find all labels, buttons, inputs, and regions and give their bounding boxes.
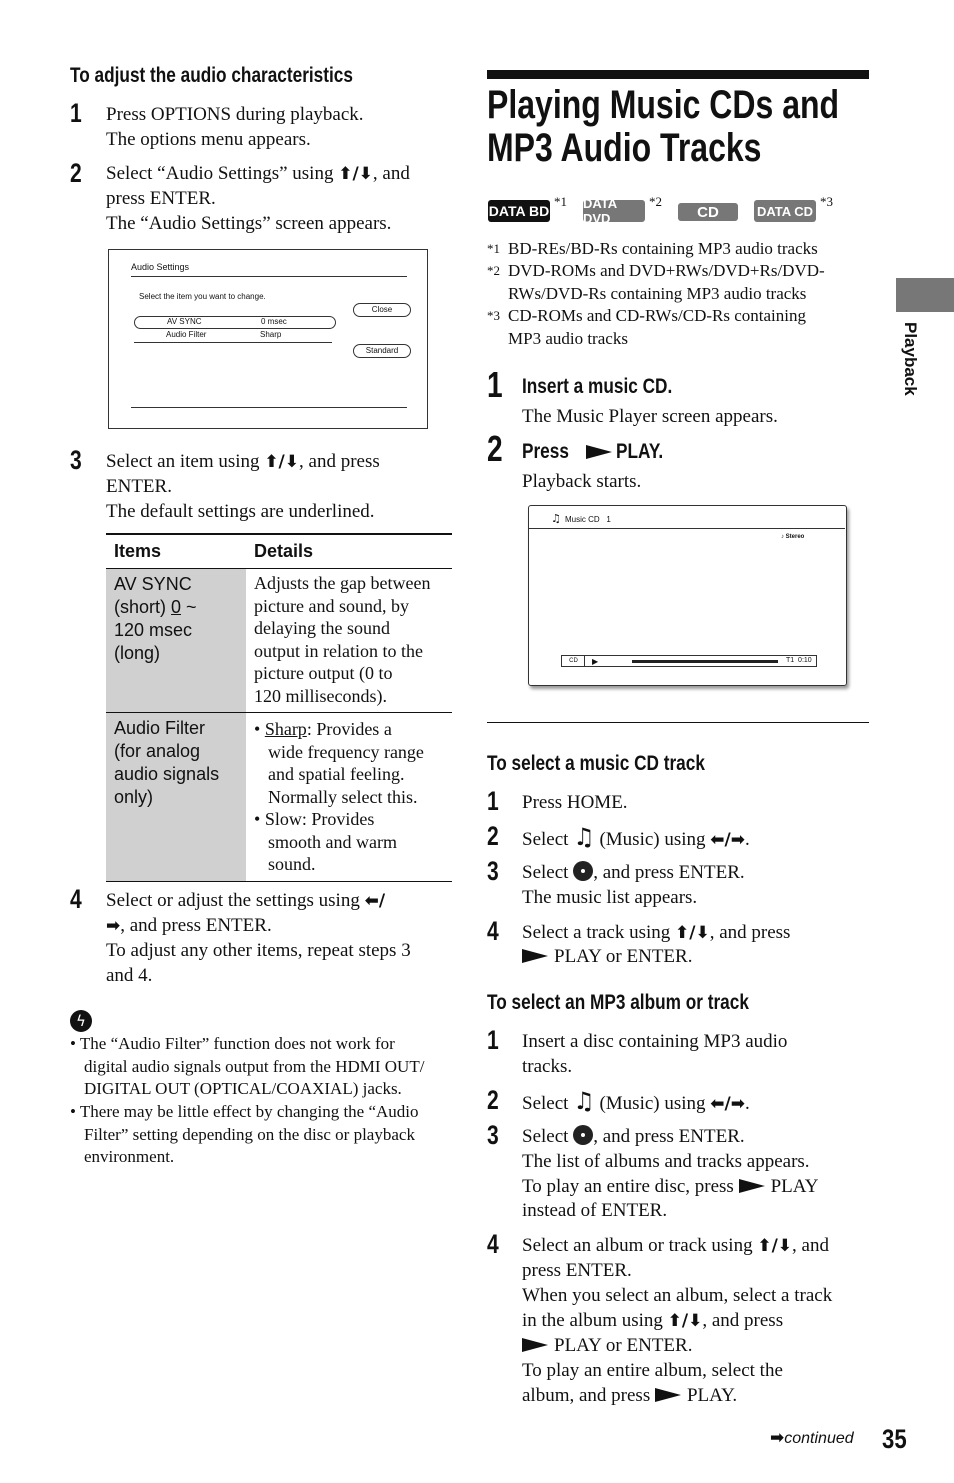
title-bar xyxy=(487,70,869,79)
audio-settings-screen xyxy=(108,249,428,429)
left-right-arrows-icon: ⬅/➡ xyxy=(710,1094,745,1114)
big-step-2-text: Playback starts. xyxy=(522,471,642,492)
screen-prompt: Select the item you want to change. xyxy=(139,292,266,301)
row-av-sync[interactable]: AV SYNC 0 msec xyxy=(134,316,336,329)
step-number-3: 3 xyxy=(70,445,82,475)
page-number: 35 xyxy=(882,1424,907,1454)
step-number-1: 1 xyxy=(70,98,82,128)
hint-bullet-2: • There may be little effect by changing the “Audio Filter” setting depending on the disc or playback environment. xyxy=(70,1102,419,1166)
right-arrow-icon: ➡ xyxy=(770,1428,785,1448)
music-note-icon: ♫ xyxy=(551,512,561,525)
music-note-icon: ♫ xyxy=(573,823,595,851)
col-items-header: Items xyxy=(114,541,162,561)
table-row-audio-filter-details: • Sharp: Provides a wide frequency range and spatial feeling. Normally select this. • Slow: Provides smooth and warm sound. xyxy=(254,719,424,874)
right-arrow-icon: ➡ xyxy=(106,916,121,936)
progress-track xyxy=(632,660,778,663)
up-down-arrows-icon: ⬆/⬇ xyxy=(338,164,373,184)
settings-table xyxy=(106,533,452,882)
big-step-number-1: 1 xyxy=(487,364,503,405)
badge-data-bd: DATA BD xyxy=(488,200,550,222)
screen-bottom-line xyxy=(131,407,407,408)
play-status-icon: ▶ xyxy=(592,657,599,666)
play-icon xyxy=(586,445,612,459)
up-down-arrows-icon: ⬆/⬇ xyxy=(264,452,300,472)
big-step-2-title: Press PLAY. xyxy=(522,440,664,463)
up-down-arrows-icon: ⬆/⬇ xyxy=(757,1236,793,1256)
mp3-step-1: Insert a disc containing MP3 audio xyxy=(522,1031,788,1052)
left-right-arrows-icon: ⬅/➡ xyxy=(710,830,745,850)
big-step-number-2: 2 xyxy=(487,428,503,469)
side-tab xyxy=(896,278,954,312)
step-3: Select an item using ⬆/⬇, and press ENTER. The default settings are underlined. xyxy=(106,451,380,522)
step-1: Press OPTIONS during playback. The options menu appears. xyxy=(106,104,364,150)
up-down-arrows-icon: ⬆/⬇ xyxy=(675,923,710,943)
screen-title: Audio Settings xyxy=(131,262,190,272)
hint-bullet-1: • The “Audio Filter” function does not work for digital audio signals output from the HDMI OUT/ DIGITAL OUT (OPTICAL/COAXIAL) jacks. xyxy=(70,1034,425,1098)
cd-step-4: Select a track using ⬆/⬇, and press xyxy=(522,922,791,943)
big-step-1-title: Insert a music CD. xyxy=(522,375,673,398)
table-row-av-sync-item: AV SYNC (short) 0 ~ 120 msec (long) xyxy=(106,569,246,712)
up-down-arrows-icon: ⬆/⬇ xyxy=(667,1311,703,1331)
col-details-header: Details xyxy=(254,541,314,561)
playback-bar: CD ▶ T1 0:10 xyxy=(561,655,817,667)
section-heading-mp3: To select an MP3 album or track xyxy=(487,991,749,1014)
stereo-indicator: ♪ Stereo xyxy=(781,534,805,540)
disc-icon xyxy=(573,1125,593,1145)
continued-note: ➡continued xyxy=(770,1428,854,1448)
mp3-step-2: Select ♫ (Music) using ⬅/➡. xyxy=(522,1087,750,1115)
step-number-4: 4 xyxy=(70,884,82,914)
play-icon xyxy=(739,1179,765,1193)
mp3-step-3: Select , and press ENTER. xyxy=(522,1126,745,1147)
cd-step-2: Select ♫ (Music) using ⬅/➡. xyxy=(522,823,750,851)
section-divider xyxy=(487,722,869,723)
table-row-av-sync-details: Adjusts the gap between picture and sound, by delaying the sound output in relation to the picture output (0 to 120 milliseconds). xyxy=(254,573,431,706)
section-heading-audio: To adjust the audio characteristics xyxy=(70,64,353,87)
step-number-2: 2 xyxy=(70,158,82,188)
close-button[interactable]: Close xyxy=(353,303,411,317)
row-audio-filter[interactable]: Audio Filter Sharp xyxy=(134,330,332,343)
side-tab-label: Playback xyxy=(901,322,920,396)
disc-icon xyxy=(573,861,593,881)
play-icon xyxy=(522,1338,548,1352)
badge-data-dvd: DATA DVD xyxy=(583,200,645,222)
music-player-screen: ♫ Music CD 1 ♪ Stereo CD ▶ T1 0:10 xyxy=(528,505,847,686)
screen-divider xyxy=(131,276,407,277)
cd-step-3: Select , and press ENTER. xyxy=(522,862,745,883)
standard-button[interactable]: Standard xyxy=(353,344,411,358)
badge-cd: CD xyxy=(678,203,738,221)
step-4: Select or adjust the settings using ⬅/ ➡, and press ENTER. To adjust any other items, repeat steps 3 and 4. xyxy=(106,890,411,986)
play-icon xyxy=(655,1388,681,1402)
cd-step-1: Press HOME. xyxy=(522,792,628,813)
mp3-step-4: Select an album or track using ⬆/⬇, and xyxy=(522,1235,829,1256)
step-2: Select “Audio Settings” using ⬆/⬇, and press ENTER. The “Audio Settings” screen appears. xyxy=(106,163,410,234)
table-row-audio-filter-item: Audio Filter (for analog audio signals only) xyxy=(106,713,246,881)
badge-data-cd: DATA CD xyxy=(754,200,816,222)
hint-icon: ϟ xyxy=(70,1010,92,1032)
big-step-1-text: The Music Player screen appears. xyxy=(522,406,778,427)
section-heading-music-cd: To select a music CD track xyxy=(487,752,705,775)
music-note-icon: ♫ xyxy=(573,1087,595,1115)
left-arrow-icon: ⬅/ xyxy=(364,891,386,911)
play-icon xyxy=(522,949,548,963)
page-title: Playing Music CDs and MP3 Audio Tracks xyxy=(487,83,840,170)
